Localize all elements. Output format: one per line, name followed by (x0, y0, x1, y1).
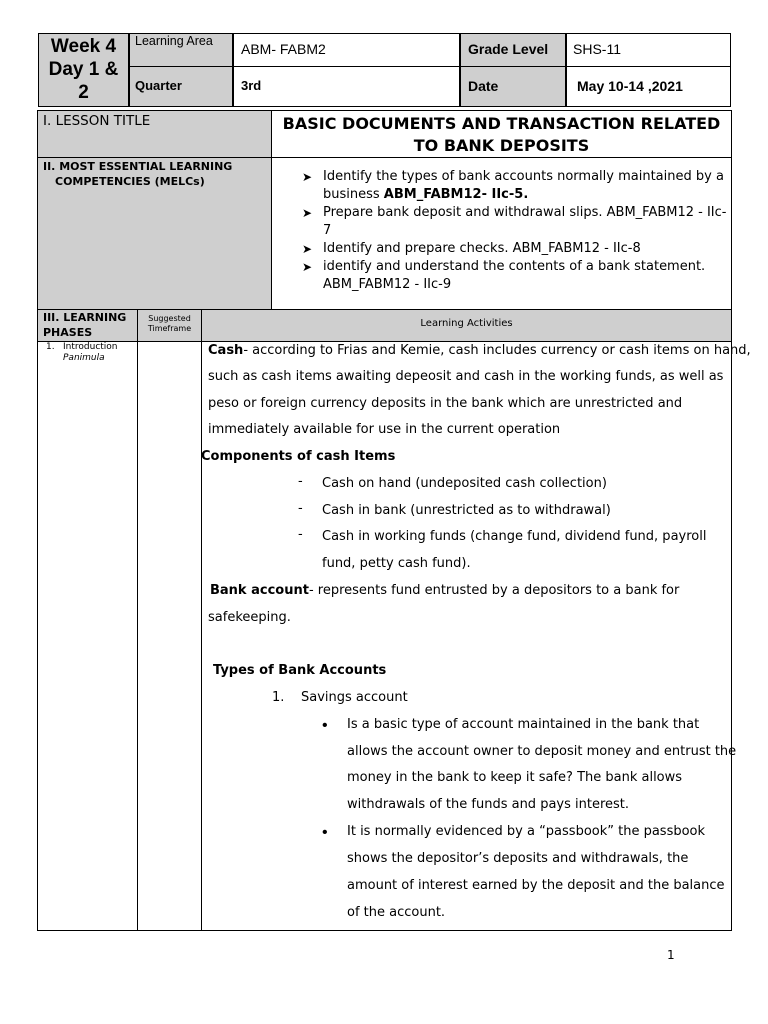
melc-1-line1: Identify the types of bank accounts normally maintained by a (323, 169, 724, 184)
cash-line4: immediately available for use in the current operation (208, 422, 561, 437)
melcs-label-line1: II. MOST ESSENTIAL LEARNING (43, 160, 233, 173)
arrow-bullet-icon: ➤ (302, 170, 313, 184)
bullet2-line3: amount of interest earned by the deposit and the balance (347, 878, 725, 893)
dash-bullet: - (298, 527, 303, 542)
cash-line2: such as cash items awaiting depeosit and cash in the working funds, as well as (208, 369, 724, 384)
bank-definition: - represents fund entrusted by a depositors to a bank for (308, 583, 680, 598)
melcs-label (43, 159, 232, 189)
phase-1-num: 1. (46, 342, 55, 352)
bullet-dot-icon: • (322, 824, 328, 841)
timeframe-label (138, 314, 201, 334)
arrow-bullet-icon: ➤ (302, 242, 313, 256)
component-2: Cash in bank (unrestricted as to withdrawal) (322, 503, 611, 518)
bank-line2: safekeeping. (208, 610, 291, 625)
dash-bullet: - (298, 474, 303, 489)
component-3-cont: fund, petty cash fund). (322, 556, 471, 571)
arrow-bullet-icon: ➤ (302, 206, 313, 220)
activities-label: Learning Activities (420, 318, 513, 329)
grade-level-value: SHS-11 (573, 41, 621, 57)
bullet2-line4: of the account. (347, 905, 446, 920)
timeframe-label-line1: Suggested (148, 314, 191, 323)
page-number: 1 (667, 948, 675, 962)
melc-2-line1: Prepare bank deposit and withdrawal slips. ABM_FABM12 - IIc- (323, 205, 727, 220)
quarter-label: Quarter (135, 78, 182, 93)
melc-4-line1: identify and understand the contents of a bank statement. (323, 259, 706, 274)
date-value: May 10-14 ,2021 (577, 78, 683, 94)
types-heading: Types of Bank Accounts (213, 663, 387, 678)
quarter-value: 3rd (241, 78, 262, 93)
melc-1-code: ABM_FABM12- IIc-5. (383, 187, 529, 202)
lesson-title-line2: TO BANK DEPOSITS (413, 136, 590, 155)
timeframe-label-line2: Timeframe (147, 324, 192, 333)
phases-label-line1: III. LEARNING (43, 311, 127, 324)
phases-label-line2: PHASES (43, 326, 93, 339)
melc-3-line1: Identify and prepare checks. ABM_FABM12 - IIc-8 (323, 241, 641, 256)
bullet-dot-icon: • (322, 717, 328, 734)
quarter-value-cell (233, 66, 460, 107)
bullet1-line4: withdrawals of the funds and pays interest. (347, 797, 630, 812)
types-num: 1. (272, 690, 285, 705)
cash-definition: - according to Frias and Kemie, cash includes currency or cash items on hand, (243, 343, 751, 358)
bullet2-line1: It is normally evidenced by a “passbook” the passbook (347, 824, 706, 839)
cash-line3: peso or foreign currency deposits in the bank which are unrestricted and (208, 396, 683, 411)
learning-area-value: ABM- FABM2 (241, 41, 326, 57)
lesson-title (272, 113, 731, 157)
dash-bullet: - (298, 501, 303, 516)
phase-1-sub: Panimula (63, 353, 105, 363)
melc-4-line2: ABM_FABM12 - IIc-9 (323, 277, 452, 292)
timeframe-cell (137, 341, 202, 931)
components-heading: Components of cash Items (201, 449, 396, 464)
bullet2-line2: shows the depositor’s deposits and withdrawals, the (347, 851, 689, 866)
melc-1-line2-text: business (323, 187, 384, 202)
component-1: Cash on hand (undeposited cash collection) (322, 476, 607, 491)
cash-term: Cash (208, 343, 244, 358)
date-label: Date (468, 78, 499, 94)
arrow-bullet-icon: ➤ (302, 260, 313, 274)
bullet1-line1: Is a basic type of account maintained in the bank that (347, 717, 700, 732)
phases-label (43, 310, 126, 340)
component-3: Cash in working funds (change fund, dividend fund, payroll (322, 529, 707, 544)
bullet1-line2: allows the account owner to deposit money and entrust the (347, 744, 737, 759)
lesson-title-line1: BASIC DOCUMENTS AND TRANSACTION RELATED (282, 114, 721, 133)
bullet1-line3: money in the bank to keep it safe? The bank allows (347, 770, 683, 785)
bank-term: Bank account (210, 583, 309, 598)
melc-2-line2: 7 (323, 223, 332, 238)
types-item-savings: Savings account (301, 690, 408, 705)
melc-1-line2 (323, 187, 528, 202)
learning-area-label: Learning Area (135, 34, 213, 48)
week-day-label: Week 4 Day 1 & 2 (48, 36, 119, 103)
phase-1-name: Introduction (63, 342, 118, 352)
bank-line1 (210, 583, 679, 598)
lesson-title-label: I. LESSON TITLE (43, 113, 151, 129)
grade-level-label: Grade Level (468, 41, 549, 57)
melcs-label-line2: COMPETENCIES (MELCs) (55, 175, 205, 188)
phase-cell (37, 341, 138, 931)
cash-line1 (208, 343, 751, 358)
